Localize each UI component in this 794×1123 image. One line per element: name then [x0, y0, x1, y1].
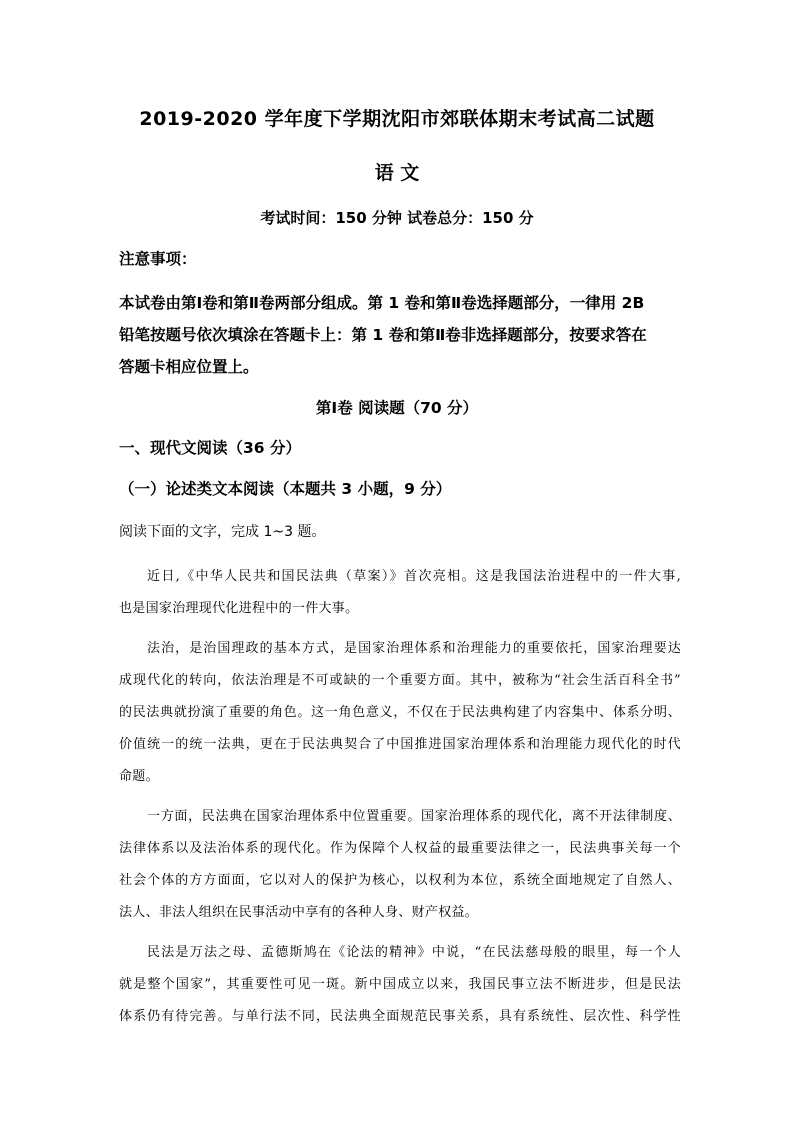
passage-line: 也是国家治理现代化进程中的一件大事。: [119, 601, 359, 616]
part-title: 第Ⅰ卷 阅读题（70 分）: [315, 399, 479, 417]
passage-line: 社会个体的方方面面，它以对人的保护为核心，以权利为本位，系统全面地规定了自然人、: [119, 873, 681, 888]
notice-heading: 注意事项：: [119, 250, 197, 268]
subject-title: 语 文: [374, 162, 420, 184]
reading-instruction: 阅读下面的文字，完成 1~3 题。: [119, 524, 326, 540]
passage-line: 命题。: [119, 769, 159, 784]
notice-line: 答题卡相应位置上。: [119, 358, 259, 376]
notice-line: 铅笔按题号依次填涂在答题卡上：第 1 卷和第Ⅱ卷非选择题部分，按要求答在: [119, 326, 647, 344]
passage-line: 一方面，民法典在国家治理体系中位置重要。国家治理体系的现代化，离不开法律制度、: [147, 809, 681, 824]
notice-line: 本试卷由第Ⅰ卷和第Ⅱ卷两部分组成。第 1 卷和第Ⅱ卷选择题部分，一律用 2B: [119, 294, 645, 312]
section-heading: 一、现代文阅读（36 分）: [119, 439, 301, 457]
passage-line: 法人、非法人组织在民事活动中享有的各种人身、财产权益。: [119, 905, 479, 920]
passage-line: 就是整个国家”，其重要性可见一斑。新中国成立以来，我国民事立法不断进步，但是民法: [119, 977, 681, 992]
passage-line: 法律体系以及法治体系的现代化。作为保障个人权益的最重要法律之一，民法典事关每一个: [119, 841, 681, 856]
passage-line: 法治，是治国理政的基本方式，是国家治理体系和治理能力的重要依托，国家治理要达: [147, 641, 681, 656]
passage-line: 价值统一的统一法典，更在于民法典契合了中国推进国家治理体系和治理能力现代化的时代: [119, 737, 681, 752]
passage-line: 体系仍有待完善。与单行法不同，民法典全面规范民事关系，具有系统性、层次性、科学性: [119, 1009, 681, 1024]
exam-title: 2019-2020 学年度下学期沈阳市郊联体期末考试高二试题: [139, 108, 655, 130]
exam-time-info: 考试时间：150 分钟 试卷总分：150 分: [260, 209, 534, 227]
passage-line: 的民法典就扮演了重要的角色。这一角色意义，不仅在于民法典构建了内容集中、体系分明、: [119, 705, 681, 720]
passage-line: 民法是万法之母、孟德斯鸠在《论法的精神》中说，“在民法慈母般的眼里，每一个人: [147, 945, 681, 960]
passage-line: 成现代化的转向，依法治理是不可或缺的一个重要方面。其中，被称为“社会生活百科全书”: [119, 673, 681, 688]
subsection-heading: （一）论述类文本阅读（本题共 3 小题，9 分）: [119, 480, 452, 498]
passage-line: 近日,《中华人民共和国民法典（草案）》首次亮相。这是我国法治进程中的一件大事,: [147, 569, 681, 584]
